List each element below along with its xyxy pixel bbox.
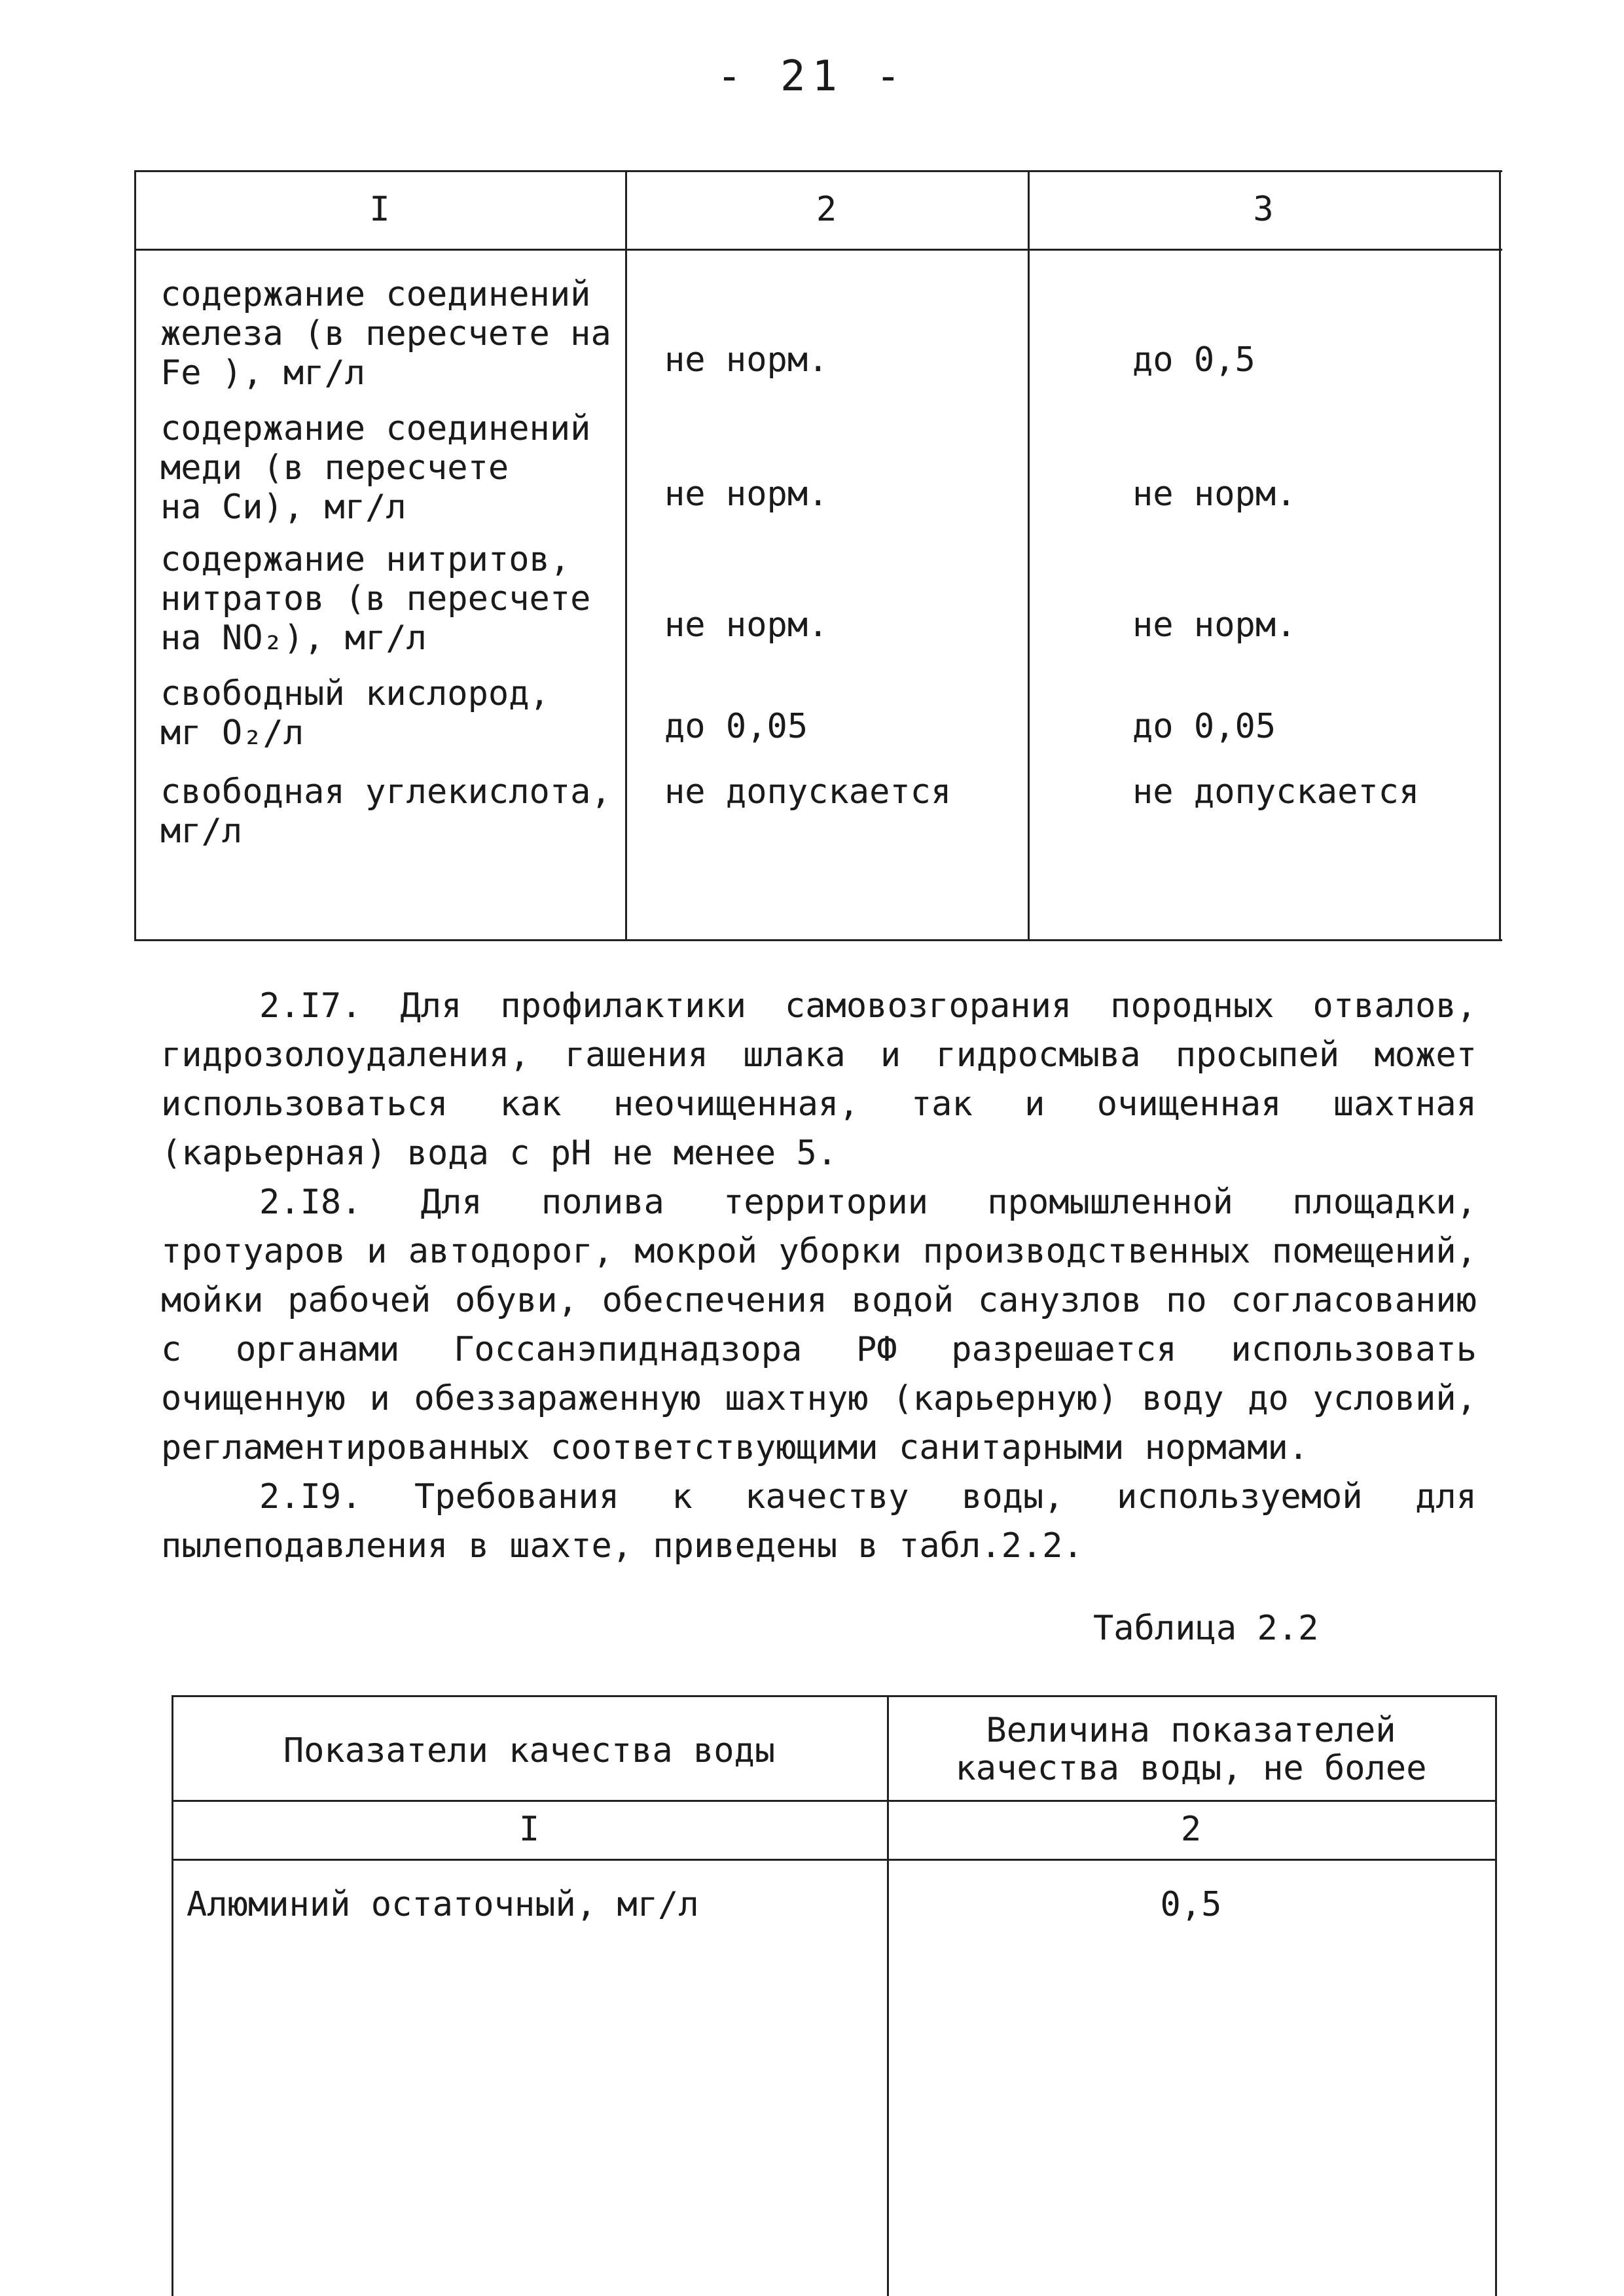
table-1-top-border	[134, 170, 1502, 172]
table-1-row-1-col3: до 0,5	[1132, 340, 1255, 380]
table-1-row-2-col2: не норм.	[664, 475, 829, 514]
table-1-header-col2: 2	[816, 190, 837, 229]
table-2-number-col2: 2	[1180, 1810, 1202, 1849]
body-text	[161, 982, 1477, 1571]
table-1-left-border	[134, 170, 136, 941]
page-number: - 21 -	[716, 52, 908, 101]
table-1-row-4-col2: до 0,05	[664, 707, 808, 746]
table-1-header-col1: I	[369, 190, 390, 229]
table-1-row-5-col2: не допускается	[664, 772, 952, 812]
table-1-row-4-col3: до 0,05	[1132, 707, 1276, 746]
table-2-top-border	[171, 1695, 1497, 1697]
table-2-right-border	[1495, 1695, 1497, 2296]
table-2-row-1-label: Алюминий остаточный, мг/л	[187, 1885, 699, 1924]
table-1-row-2-col3: не норм.	[1132, 475, 1297, 514]
table-1-col-divider-2	[1028, 170, 1030, 941]
table-2-header-col1: Показатели качества воды	[283, 1731, 776, 1770]
table-1-row-5-col3: не допускается	[1132, 772, 1420, 812]
paragraph-2-19: 2.I9. Требования к качеству воды, используемой для пылеподавления в шахте, приведены в табл.2.2.	[161, 1477, 1477, 1566]
paragraph-2-17: 2.I7. Для профилактики самовозгорания породных отвалов, гидрозолоудаления, гашения шлака и гидросмыва просыпей может использоваться как неочищенная, так и очищенная шахтная (карьерная) вода с рН не менее 5.	[161, 986, 1477, 1173]
table-1-row-3-col2: не норм.	[664, 605, 829, 645]
table-2-caption: Таблица 2.2	[1093, 1609, 1319, 1648]
table-1-row-2-label: содержание соединений меди (в пересчете на Си), мг/л	[160, 409, 591, 527]
table-1-row-4-label: свободный кислород, мг O₂/л	[160, 674, 550, 753]
table-2-header-col2: Величина показателей качества воды, не более	[955, 1711, 1427, 1788]
table-2-number-col1: I	[518, 1810, 540, 1849]
table-1-header-col3: 3	[1253, 190, 1274, 229]
table-1-row-1-label: содержание соединений железа (в пересчете на Fe ), мг/л	[160, 275, 611, 393]
table-1-row-3-label: содержание нитритов, нитратов (в пересчете на NO₂), мг/л	[160, 540, 591, 658]
table-1-row-5-label: свободная углекислота, мг/л	[160, 772, 611, 851]
paragraph-2-18: 2.I8. Для полива территории промышленной площадки, тротуаров и автодорог, мокрой уборки производственных помещений, мойки рабочей обуви, обеспечения водой санузлов по согласованию с органами Госсанэпиднадзора РФ разрешается использовать очищенную и обеззараженную шахтную (карьерную) воду до условий, регламентированных соответствующими санитарными нормами.	[161, 1183, 1477, 1467]
table-1-row-3-col3: не норм.	[1132, 605, 1297, 645]
table-1-row-1-col2: не норм.	[664, 340, 829, 380]
table-1-col-divider-1	[625, 170, 627, 941]
table-2-row-1-value: 0,5	[1160, 1885, 1222, 1924]
table-1-right-border	[1499, 170, 1501, 941]
table-2-header-divider	[171, 1800, 1497, 1802]
table-1-bottom-border	[134, 939, 1502, 941]
table-1-header-divider	[134, 249, 1502, 251]
table-2-number-divider	[171, 1859, 1497, 1861]
